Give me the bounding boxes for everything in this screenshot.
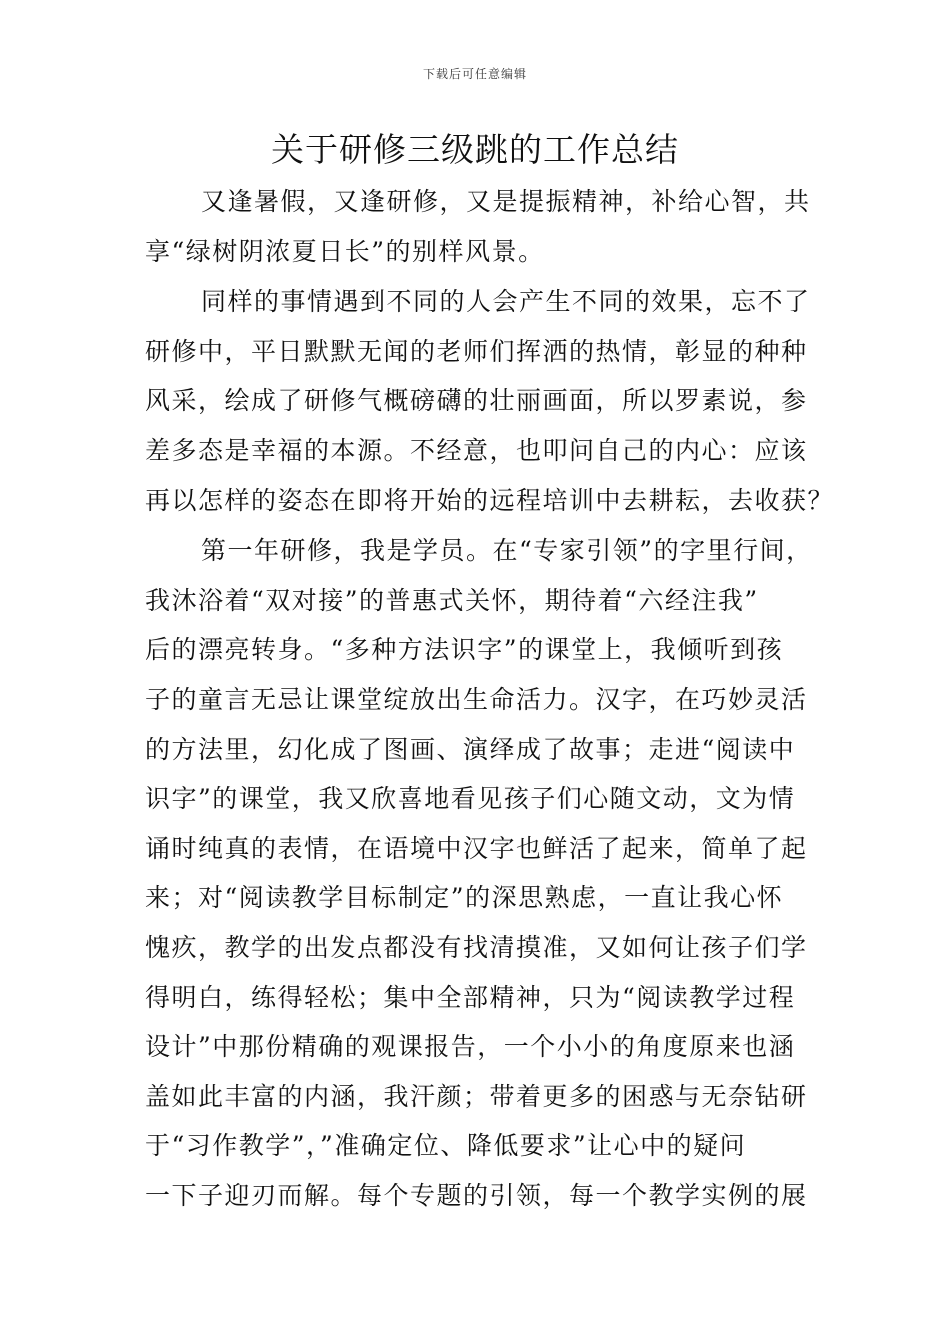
text-line: 同样的事情遇到不同的人会产生不同的效果，忘不了 — [201, 287, 811, 317]
text-line: 于“习作教学”，”准确定位、降低要求”让心中的疑问 — [145, 1131, 747, 1161]
text-line: 研修中，平日默默无闻的老师们挥洒的热情，彰显的种种 — [145, 336, 808, 366]
text-line: 一下子迎刃而解。每个专题的引领，每一个教学实例的展 — [145, 1180, 808, 1210]
document-body — [145, 177, 835, 1221]
text-line: 诵时纯真的表情，在语境中汉字也鲜活了起来，简单了起 — [145, 833, 808, 863]
text-line: 得明白，练得轻松；集中全部精神，只为“阅读教学过程 — [145, 982, 796, 1012]
text-line: 盖如此丰富的内涵，我汗颜；带着更多的困惑与无奈钻研 — [145, 1081, 808, 1111]
text-line: 风采，绘成了研修气概磅礴的壮丽画面，所以罗素说，参 — [145, 386, 808, 416]
text-line: 我沐浴着“双对接”的普惠式关怀，期待着“六经注我” — [145, 585, 759, 615]
text-line: 子的童言无忌让课堂绽放出生命活力。汉字，在巧妙灵活 — [145, 684, 808, 714]
document-title: 关于研修三级跳的工作总结 — [271, 130, 679, 169]
text-line: 的方法里，幻化成了图画、演绎成了故事；走进“阅读中 — [145, 734, 796, 764]
text-line: 第一年研修，我是学员。在“专家引领”的字里行间， — [201, 536, 813, 566]
text-line: 识字”的课堂，我又欣喜地看见孩子们心随文动，文为情 — [145, 784, 796, 814]
text-line: 后的漂亮转身。“多种方法识字”的课堂上，我倾听到孩 — [145, 635, 784, 665]
text-line: 来；对“阅读教学目标制定”的深思熟虑，一直让我心怀 — [145, 883, 784, 913]
text-line: 愧疚，教学的出发点都没有找清摸准，又如何让孩子们学 — [145, 932, 808, 962]
text-line: 享“绿树阴浓夏日长”的别样风景。 — [145, 236, 545, 266]
text-line: 又逢暑假，又逢研修，又是提振精神，补给心智，共 — [201, 187, 811, 216]
paragraph — [145, 277, 835, 525]
text-line: 差多态是幸福的本源。不经意，也叩问自己的内心：应该 — [145, 435, 808, 465]
text-line: 再以怎样的姿态在即将开始的远程培训中去耕耘，去收获？ — [145, 485, 835, 515]
paragraph — [145, 177, 810, 276]
paragraph — [145, 526, 813, 1220]
text-line: 设计”中那份精确的观课报告，一个小小的角度原来也涵 — [145, 1032, 796, 1062]
page-header-note: 下载后可任意编辑 — [422, 67, 527, 81]
